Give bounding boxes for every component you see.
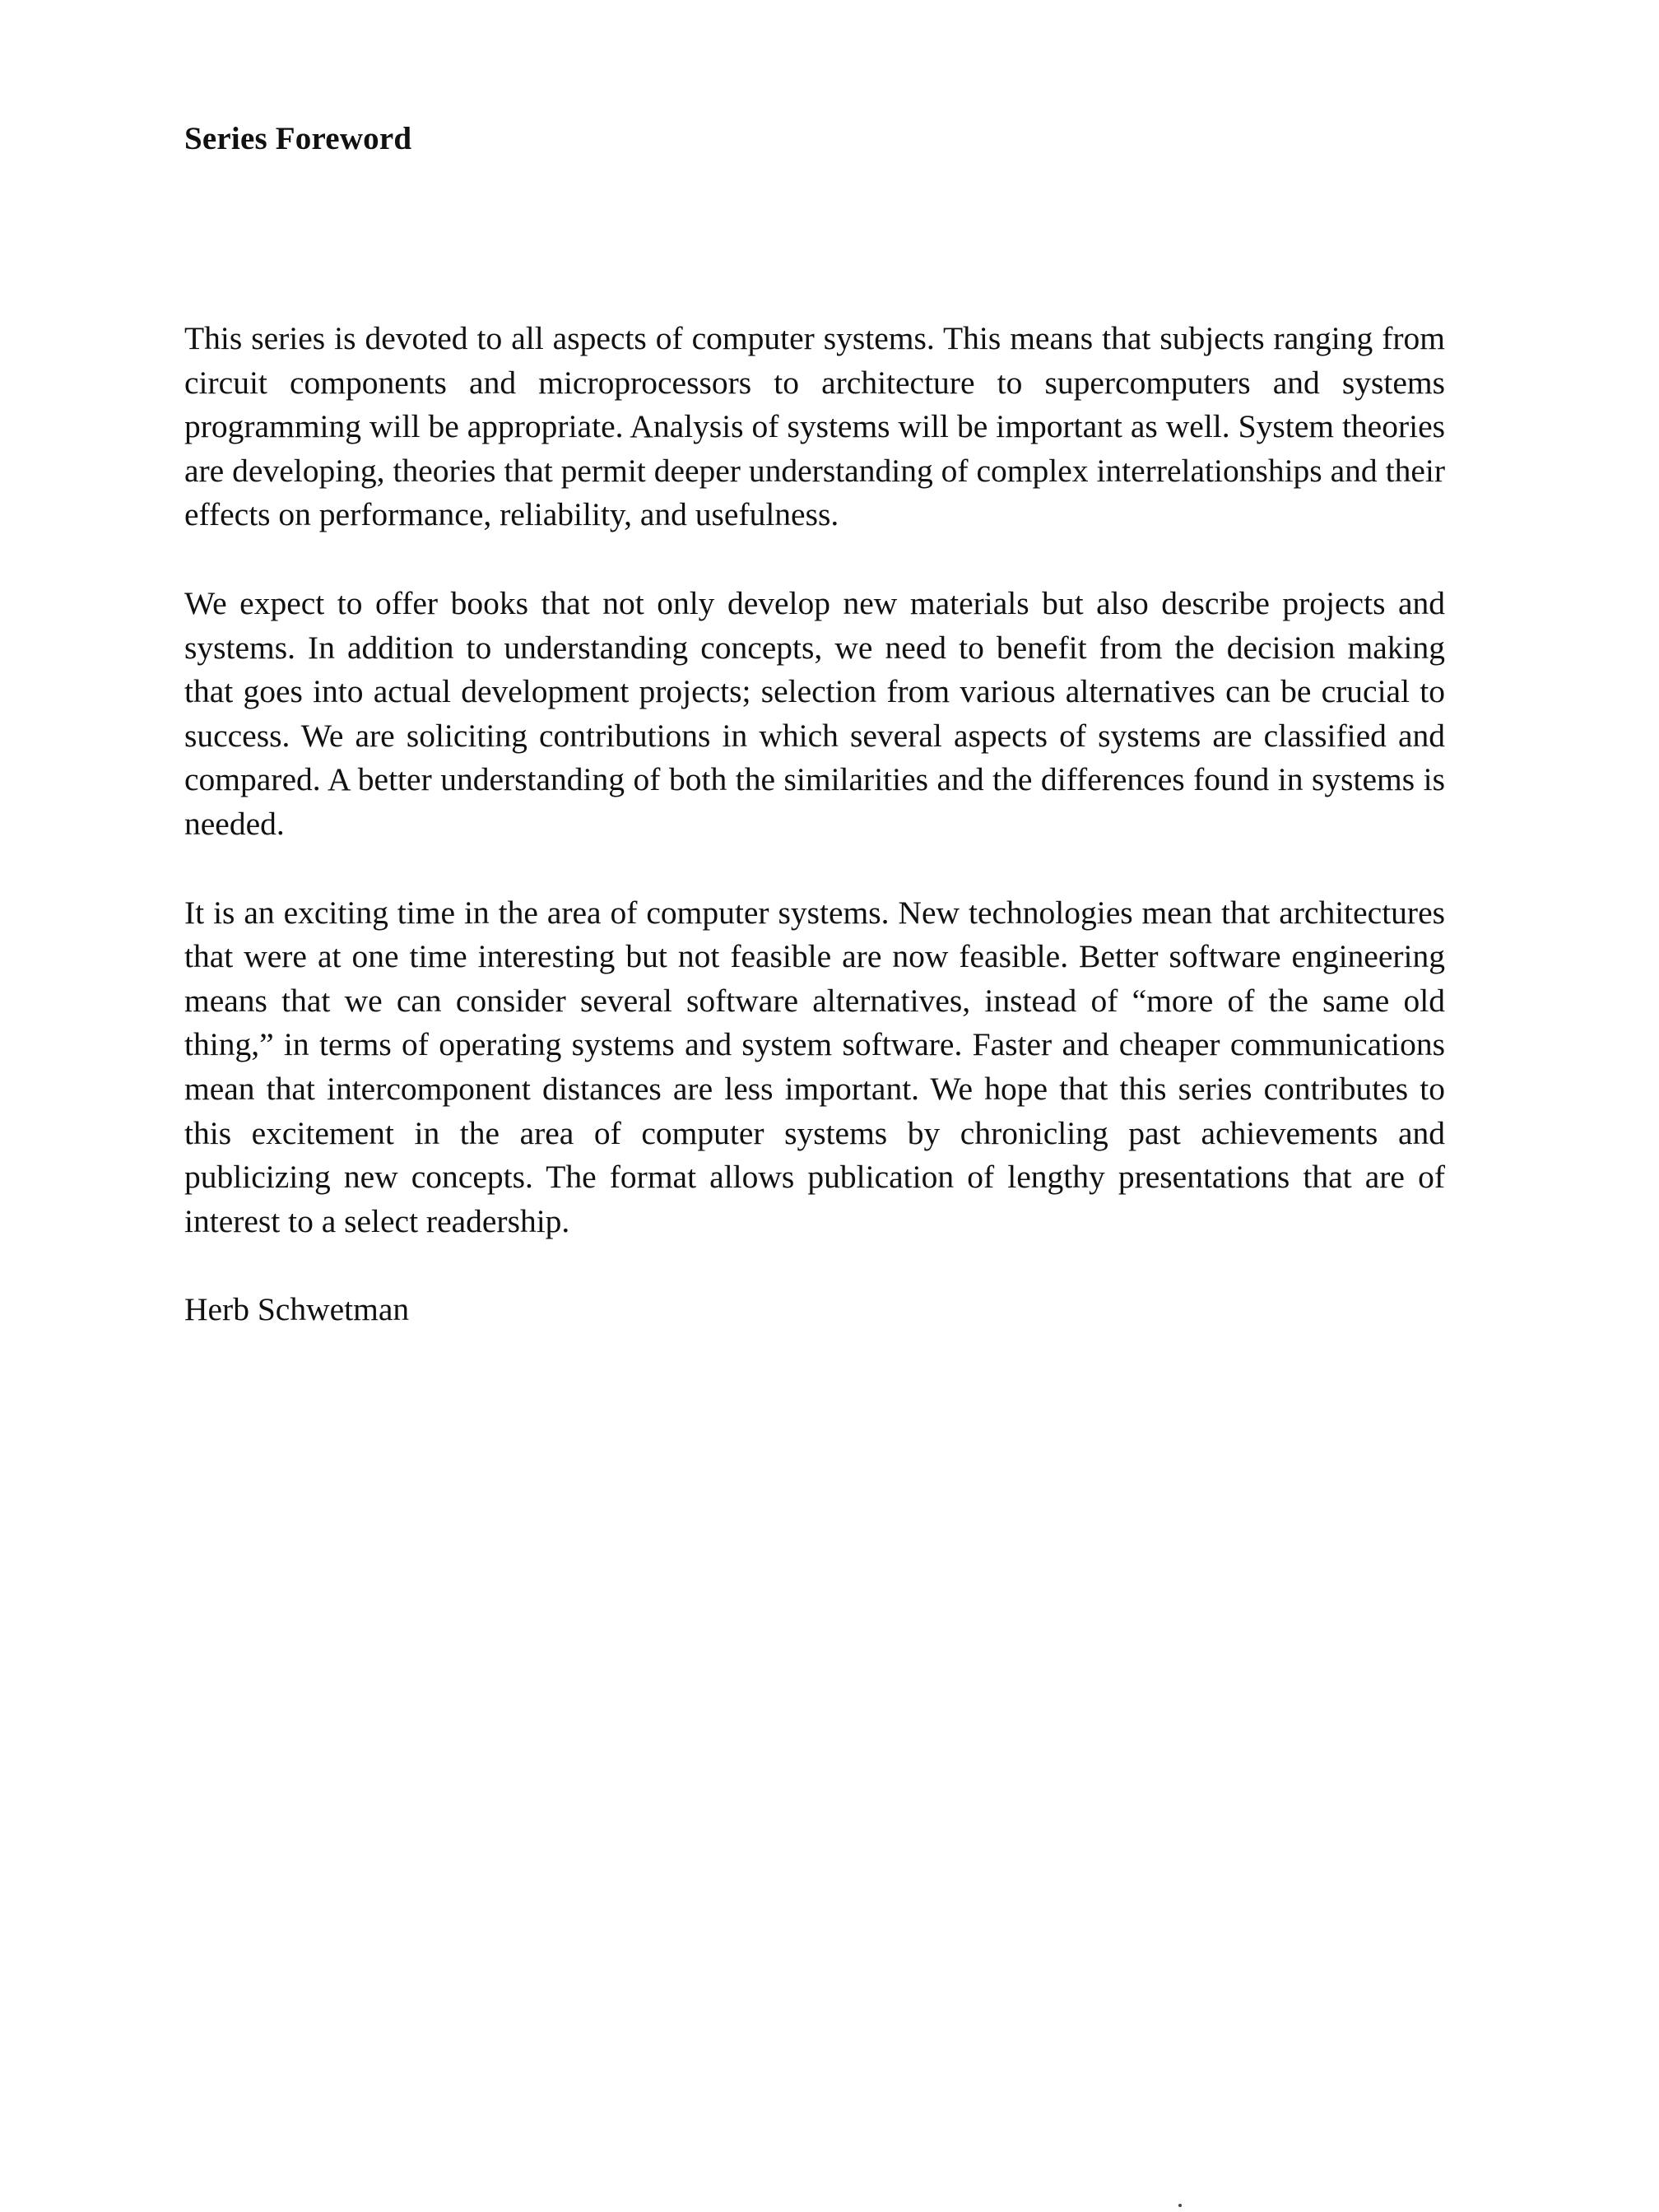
scan-speck <box>1178 2204 1182 2207</box>
paragraph-2: We expect to offer books that not only develop new materials but also describe projects and systems. In addition to understanding concepts, we need to benefit from the decision making that goes into actual development projects; selection from various alternatives can be crucial to success. We are soliciting contributions in which several aspects of systems are classified and compared. A better understanding of both the similarities and the differences found in systems is needed. <box>184 584 1445 842</box>
paragraph-1: This series is devoted to all aspects of computer systems. This means that subjects ranging from circuit components and microprocessors to architecture to supercomputers and systems programming will be appropriate. Analysis of systems will be important as well. System theories are developing, theories that permit deeper understanding of complex interrelationships and their effects on performance, reliability, and usefulness. <box>184 320 1445 533</box>
paragraph-3: It is an exciting time in the area of computer systems. New technologies mean that architectures that were at one time interesting but not feasible are now feasible. Better software engineering means that we can consider several software alternatives, instead of “more of the same old thing,” in terms of operating systems and system software. Faster and cheaper communications mean that intercomponent distances are less important. We hope that this series contributes to this excitement in the area of computer systems by chronicling past achievements and publicizing new concepts. The format allows publication of lengthy presentations that are of interest to a select readership. <box>184 894 1445 1239</box>
foreword-body <box>184 317 1445 1332</box>
page-title: Series Foreword <box>184 121 412 156</box>
author-signature: Herb Schwetman <box>184 1291 410 1328</box>
